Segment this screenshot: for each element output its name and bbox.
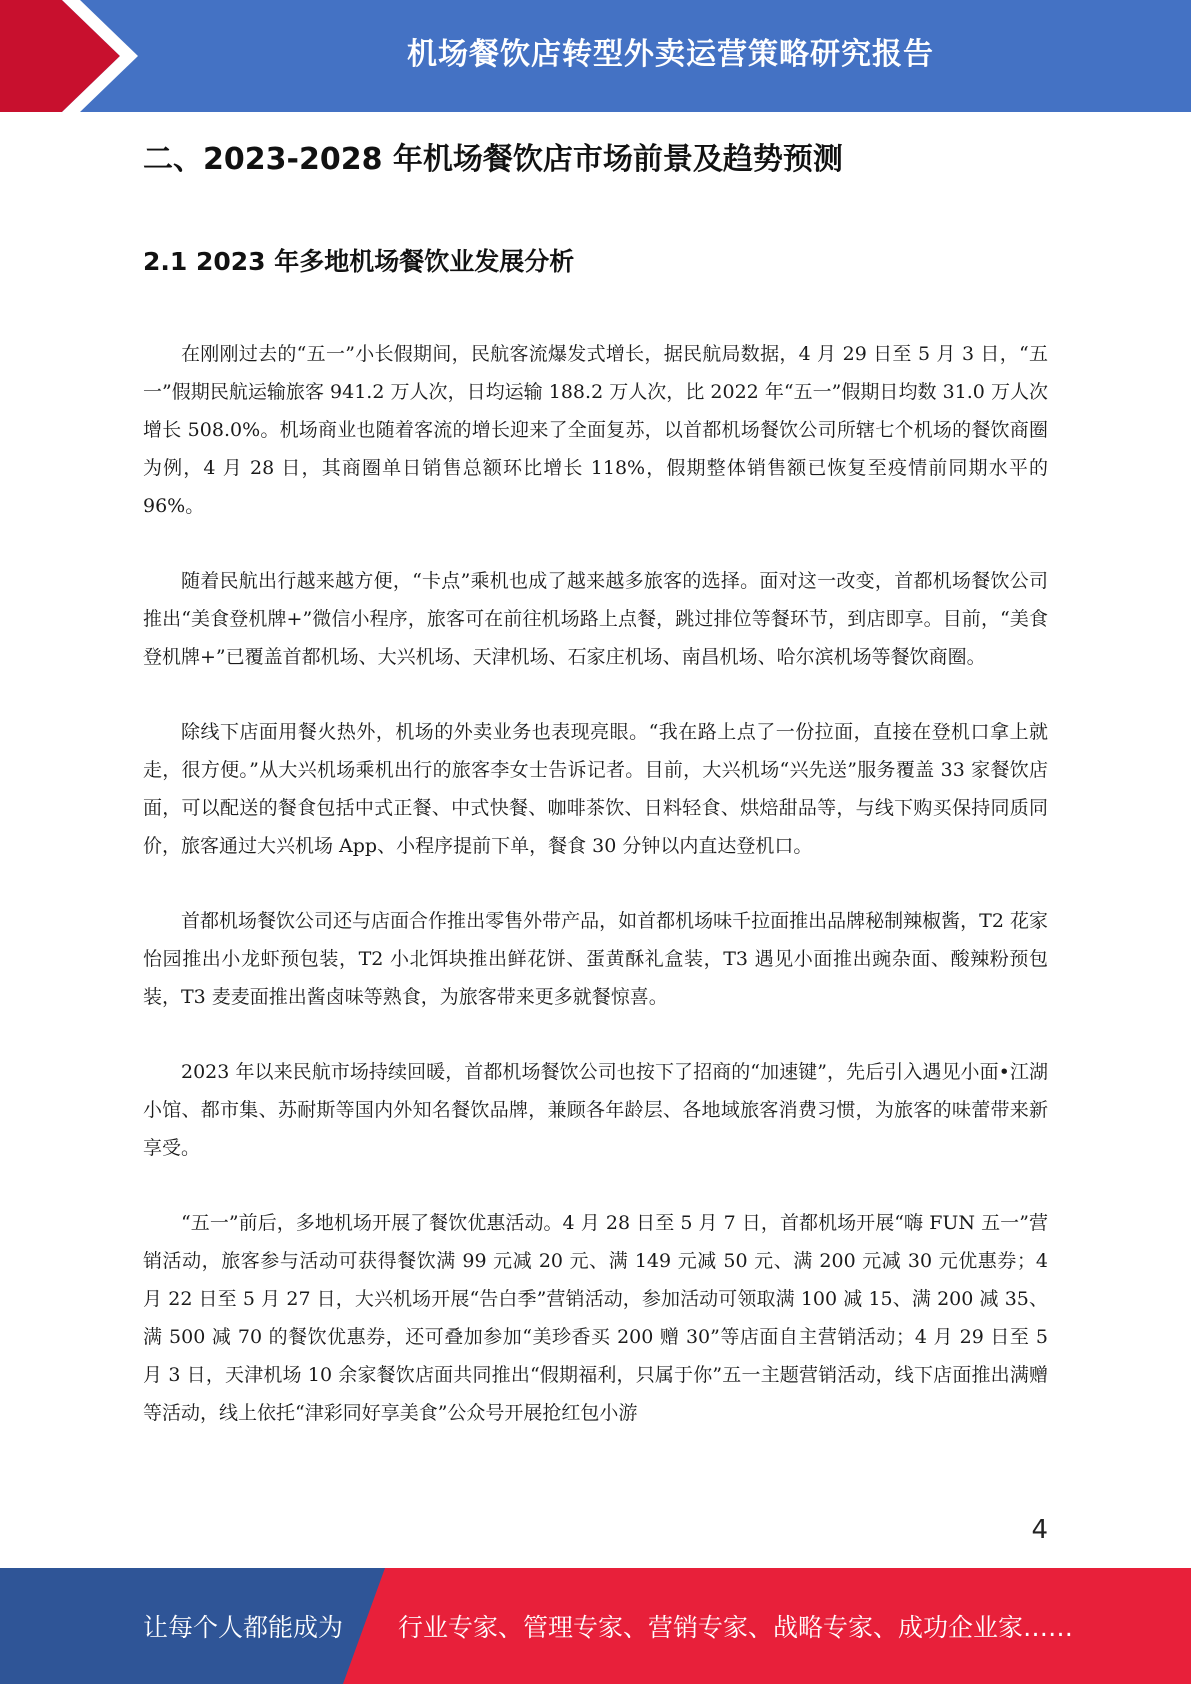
chevron-arrow-icon <box>0 0 150 112</box>
footer-slogan-left: 让每个人都能成为 <box>143 1613 344 1642</box>
paragraph: 随着民航出行越来越方便，“卡点”乘机也成了越来越多旅客的选择。面对这一改变，首都机场餐饮公司推出“美食登机牌+”微信小程序，旅客可在前往机场路上点餐，跳过排位等餐环节，到店即享。目前，“美食登机牌+”已覆盖首都机场、大兴机场、天津机场、石家庄机场、南昌机场、哈尔滨机场等餐饮商圈。 <box>143 570 1048 668</box>
paragraph: 首都机场餐饮公司还与店面合作推出零售外带产品，如首都机场味千拉面推出品牌秘制辣椒酱，T2 花家怡园推出小龙虾预包装，T2 小北饵块推出鲜花饼、蛋黄酥礼盒装，T3 遇见小面推出豌杂面、酸辣粉预包装，T3 麦麦面推出酱卤味等熟食，为旅客带来更多就餐惊喜。 <box>143 910 1048 1008</box>
section-heading: 二、2023-2028 年机场餐饮店市场前景及趋势预测 <box>143 142 843 177</box>
paragraph: 2023 年以来民航市场持续回暖，首都机场餐饮公司也按下了招商的“加速键”，先后引入遇见小面•江湖小馆、都市集、苏耐斯等国内外知名餐饮品牌，兼顾各年龄层、各地域旅客消费习惯，为旅客的味蕾带来新享受。 <box>143 1061 1048 1159</box>
paragraph: 在刚刚过去的“五一”小长假期间，民航客流爆发式增长，据民航局数据，4 月 29 日至 5 月 3 日，“五一”假期民航运输旅客 941.2 万人次，日均运输 188.2 万人次，比 2022 年“五一”假期日均数 31.0 万人次增长 508.0%。机场商业也随着客流的增长迎来了全面复苏，以首都机场餐饮公司所辖七个机场的餐饮商圈为例，4 月 28 日，其商圈单日销售总额环比增长 118%，假期整体销售额已恢复至疫情前同期水平的 96%。 <box>143 343 1048 517</box>
report-title: 机场餐饮店转型外卖运营策略研究报告 <box>407 37 934 72</box>
paragraph: 除线下店面用餐火热外，机场的外卖业务也表现亮眼。“我在路上点了一份拉面，直接在登机口拿上就走，很方便。”从大兴机场乘机出行的旅客李女士告诉记者。目前，大兴机场“兴先送”服务覆盖 33 家餐饮店面，可以配送的餐食包括中式正餐、中式快餐、咖啡茶饮、日料轻食、烘焙甜品等，与线下购买保持同质同价，旅客通过大兴机场 App、小程序提前下单，餐食 30 分钟以内直达登机口。 <box>143 721 1048 857</box>
paragraph: “五一”前后，多地机场开展了餐饮优惠活动。4 月 28 日至 5 月 7 日，首都机场开展“嗨 FUN 五一”营销活动，旅客参与活动可获得餐饮满 99 元减 20 元、满 149 元减 50 元、满 200 元减 30 元优惠券；4 月 22 日至 5 月 27 日，大兴机场开展“告白季”营销活动，参加活动可领取满 100 减 15、满 200 减 35、满 500 减 70 的餐饮优惠券，还可叠加参加“美珍香买 200 赠 30”等店面自主营销活动；4 月 29 日至 5 月 3 日，天津机场 10 余家餐饮店面共同推出“假期福利，只属于你”五一主题营销活动，线下店面推出满赠等活动，线上依托“津彩同好享美食”公众号开展抢红包小游 <box>143 1212 1048 1424</box>
subsection-heading: 2.1 2023 年多地机场餐饮业发展分析 <box>143 247 575 276</box>
page-number: 4 <box>1031 1515 1048 1545</box>
page-header <box>0 0 1191 112</box>
body-content <box>143 335 1048 1469</box>
page-footer <box>0 1568 1191 1684</box>
footer-slogan-right: 行业专家、管理专家、营销专家、战略专家、成功企业家…… <box>398 1613 1074 1642</box>
